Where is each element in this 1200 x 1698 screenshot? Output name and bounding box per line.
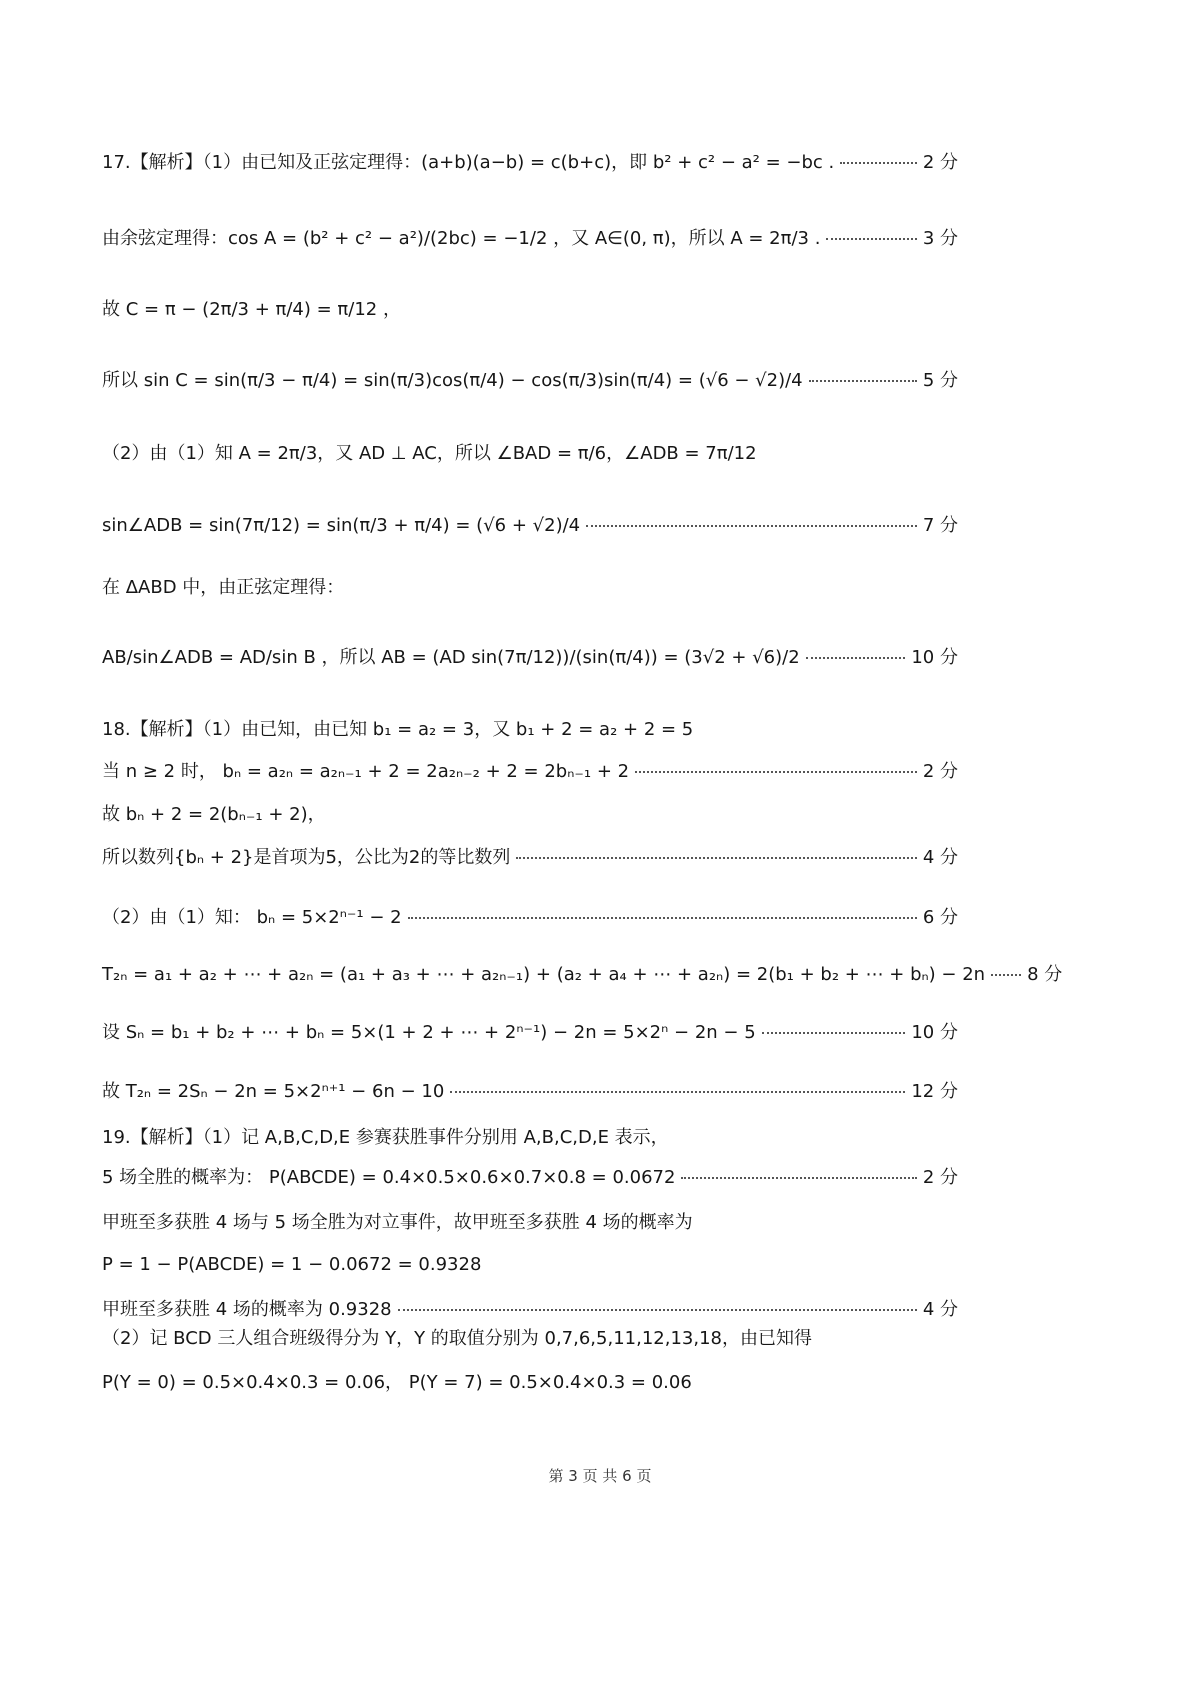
line-text: P(Y = 0) = 0.5×0.4×0.3 = 0.06， P(Y = 7) = 0.5×0.4×0.3 = 0.06: [102, 1372, 692, 1394]
score-points: 2 分: [922, 1167, 958, 1189]
solution-line: [102, 960, 1063, 990]
line-text: 在 ΔABD 中，由正弦定理得：: [102, 577, 345, 599]
line-text: （2）由（1）知 A = 2π/3，又 AD ⊥ AC，所以 ∠BAD = π/6，∠ADB = 7π/12: [102, 443, 757, 465]
score-points: 8 分: [1027, 964, 1063, 986]
solution-line: [102, 758, 958, 786]
solution-line: [102, 1368, 958, 1398]
line-text: sin∠ADB = sin(7π/12) = sin(π/3 + π/4) = (√6 + √2)/4: [102, 515, 581, 537]
solution-line: [102, 214, 958, 264]
solution-line: [102, 1296, 958, 1324]
solution-line: [102, 574, 958, 602]
dot-leader: [635, 771, 917, 773]
line-text: P = 1 − P(ABCDE) = 1 − 0.0672 = 0.9328: [102, 1254, 482, 1276]
score-points: 5 分: [922, 370, 958, 392]
score-points: 4 分: [922, 1299, 958, 1321]
solution-line: [102, 1209, 958, 1237]
dot-leader: [408, 917, 917, 919]
dot-leader: [450, 1091, 905, 1093]
solution-line: [102, 1077, 958, 1107]
line-text: 18.【解析】（1）由已知，由已知 b₁ = a₂ = 3，又 b₁ + 2 = a₂ + 2 = 5: [102, 719, 694, 741]
dot-leader: [398, 1309, 917, 1311]
dot-leader: [516, 857, 916, 859]
line-text: （2）记 BCD 三人组合班级得分为 Y，Y 的取值分别为 0,7,6,5,11,12,13,18，由已知得: [102, 1328, 812, 1350]
solution-line: [102, 1250, 958, 1280]
score-points: 2 分: [922, 761, 958, 783]
solution-line: [102, 356, 958, 406]
line-text: 故 C = π − (2π/3 + π/4) = π/12 ，: [102, 299, 401, 321]
score-points: 6 分: [922, 907, 958, 929]
line-text: 甲班至多获胜 4 场的概率为 0.9328: [102, 1299, 392, 1321]
score-points: 12 分: [911, 1081, 958, 1103]
dot-leader: [809, 380, 917, 382]
score-points: 2 分: [922, 152, 958, 174]
line-text: AB/sin∠ADB = AD/sin B ，所以 AB = (AD sin(7π/12))/(sin(π/4)) = (3√2 + √6)/2: [102, 647, 800, 669]
solution-line: [102, 844, 958, 872]
dot-leader: [826, 238, 916, 240]
solution-line: [102, 430, 958, 478]
solution-line: [102, 502, 958, 550]
dot-leader: [586, 525, 917, 527]
solution-line: [102, 286, 958, 334]
line-text: 故 T₂ₙ = 2Sₙ − 2n = 5×2ⁿ⁺¹ − 6n − 10: [102, 1081, 445, 1103]
score-points: 4 分: [922, 847, 958, 869]
dot-leader: [681, 1177, 916, 1179]
line-text: 由余弦定理得：cos A = (b² + c² − a²)/(2bc) = −1/2 ，又 A∈(0, π)，所以 A = 2π/3 .: [102, 228, 821, 250]
solution-line: [102, 801, 958, 829]
page-footer: 第 3 页 共 6 页: [548, 1467, 652, 1485]
solution-line: [102, 1124, 958, 1152]
score-points: 7 分: [922, 515, 958, 537]
line-text: 17.【解析】（1）由已知及正弦定理得：(a+b)(a−b) = c(b+c)，即 b² + c² − a² = −bc .: [102, 152, 835, 174]
score-points: 3 分: [922, 228, 958, 250]
line-text: 故 bₙ + 2 = 2(bₙ₋₁ + 2)，: [102, 804, 326, 826]
line-text: 甲班至多获胜 4 场与 5 场全胜为对立事件，故甲班至多获胜 4 场的概率为: [102, 1212, 693, 1234]
dot-leader: [991, 974, 1021, 976]
dot-leader: [762, 1032, 906, 1034]
line-text: 所以数列{bₙ + 2}是首项为5，公比为2的等比数列: [102, 847, 511, 869]
line-text: T₂ₙ = a₁ + a₂ + ⋯ + a₂ₙ = (a₁ + a₃ + ⋯ + a₂ₙ₋₁) + (a₂ + a₄ + ⋯ + a₂ₙ) = 2(b₁ + b₂ + ⋯ + bₙ) − 2n: [102, 964, 986, 986]
solution-line: [102, 1018, 958, 1048]
score-points: 10 分: [911, 1022, 958, 1044]
line-text: 所以 sin C = sin(π/3 − π/4) = sin(π/3)cos(π/4) − cos(π/3)sin(π/4) = (√6 − √2)/4: [102, 370, 803, 392]
solution-line: [102, 1163, 958, 1193]
solution-line: [102, 1325, 958, 1353]
line-text: 5 场全胜的概率为： P(ABCDE) = 0.4×0.5×0.6×0.7×0.8 = 0.0672: [102, 1167, 676, 1189]
solution-line: [102, 716, 958, 744]
line-text: （2）由（1）知： bₙ = 5×2ⁿ⁻¹ − 2: [102, 907, 402, 929]
line-text: 19.【解析】（1）记 A,B,C,D,E 参赛获胜事件分别用 A,B,C,D,E 表示，: [102, 1127, 669, 1149]
line-text: 当 n ≥ 2 时， bₙ = a₂ₙ = a₂ₙ₋₁ + 2 = 2a₂ₙ₋₂ + 2 = 2bₙ₋₁ + 2: [102, 761, 630, 783]
solution-line: [102, 904, 958, 932]
solution-line: [102, 630, 958, 686]
solution-line: [102, 148, 958, 178]
line-text: 设 Sₙ = b₁ + b₂ + ⋯ + bₙ = 5×(1 + 2 + ⋯ + 2ⁿ⁻¹) − 2n = 5×2ⁿ − 2n − 5: [102, 1022, 756, 1044]
dot-leader: [840, 162, 917, 164]
dot-leader: [806, 657, 906, 659]
score-points: 10 分: [911, 647, 958, 669]
